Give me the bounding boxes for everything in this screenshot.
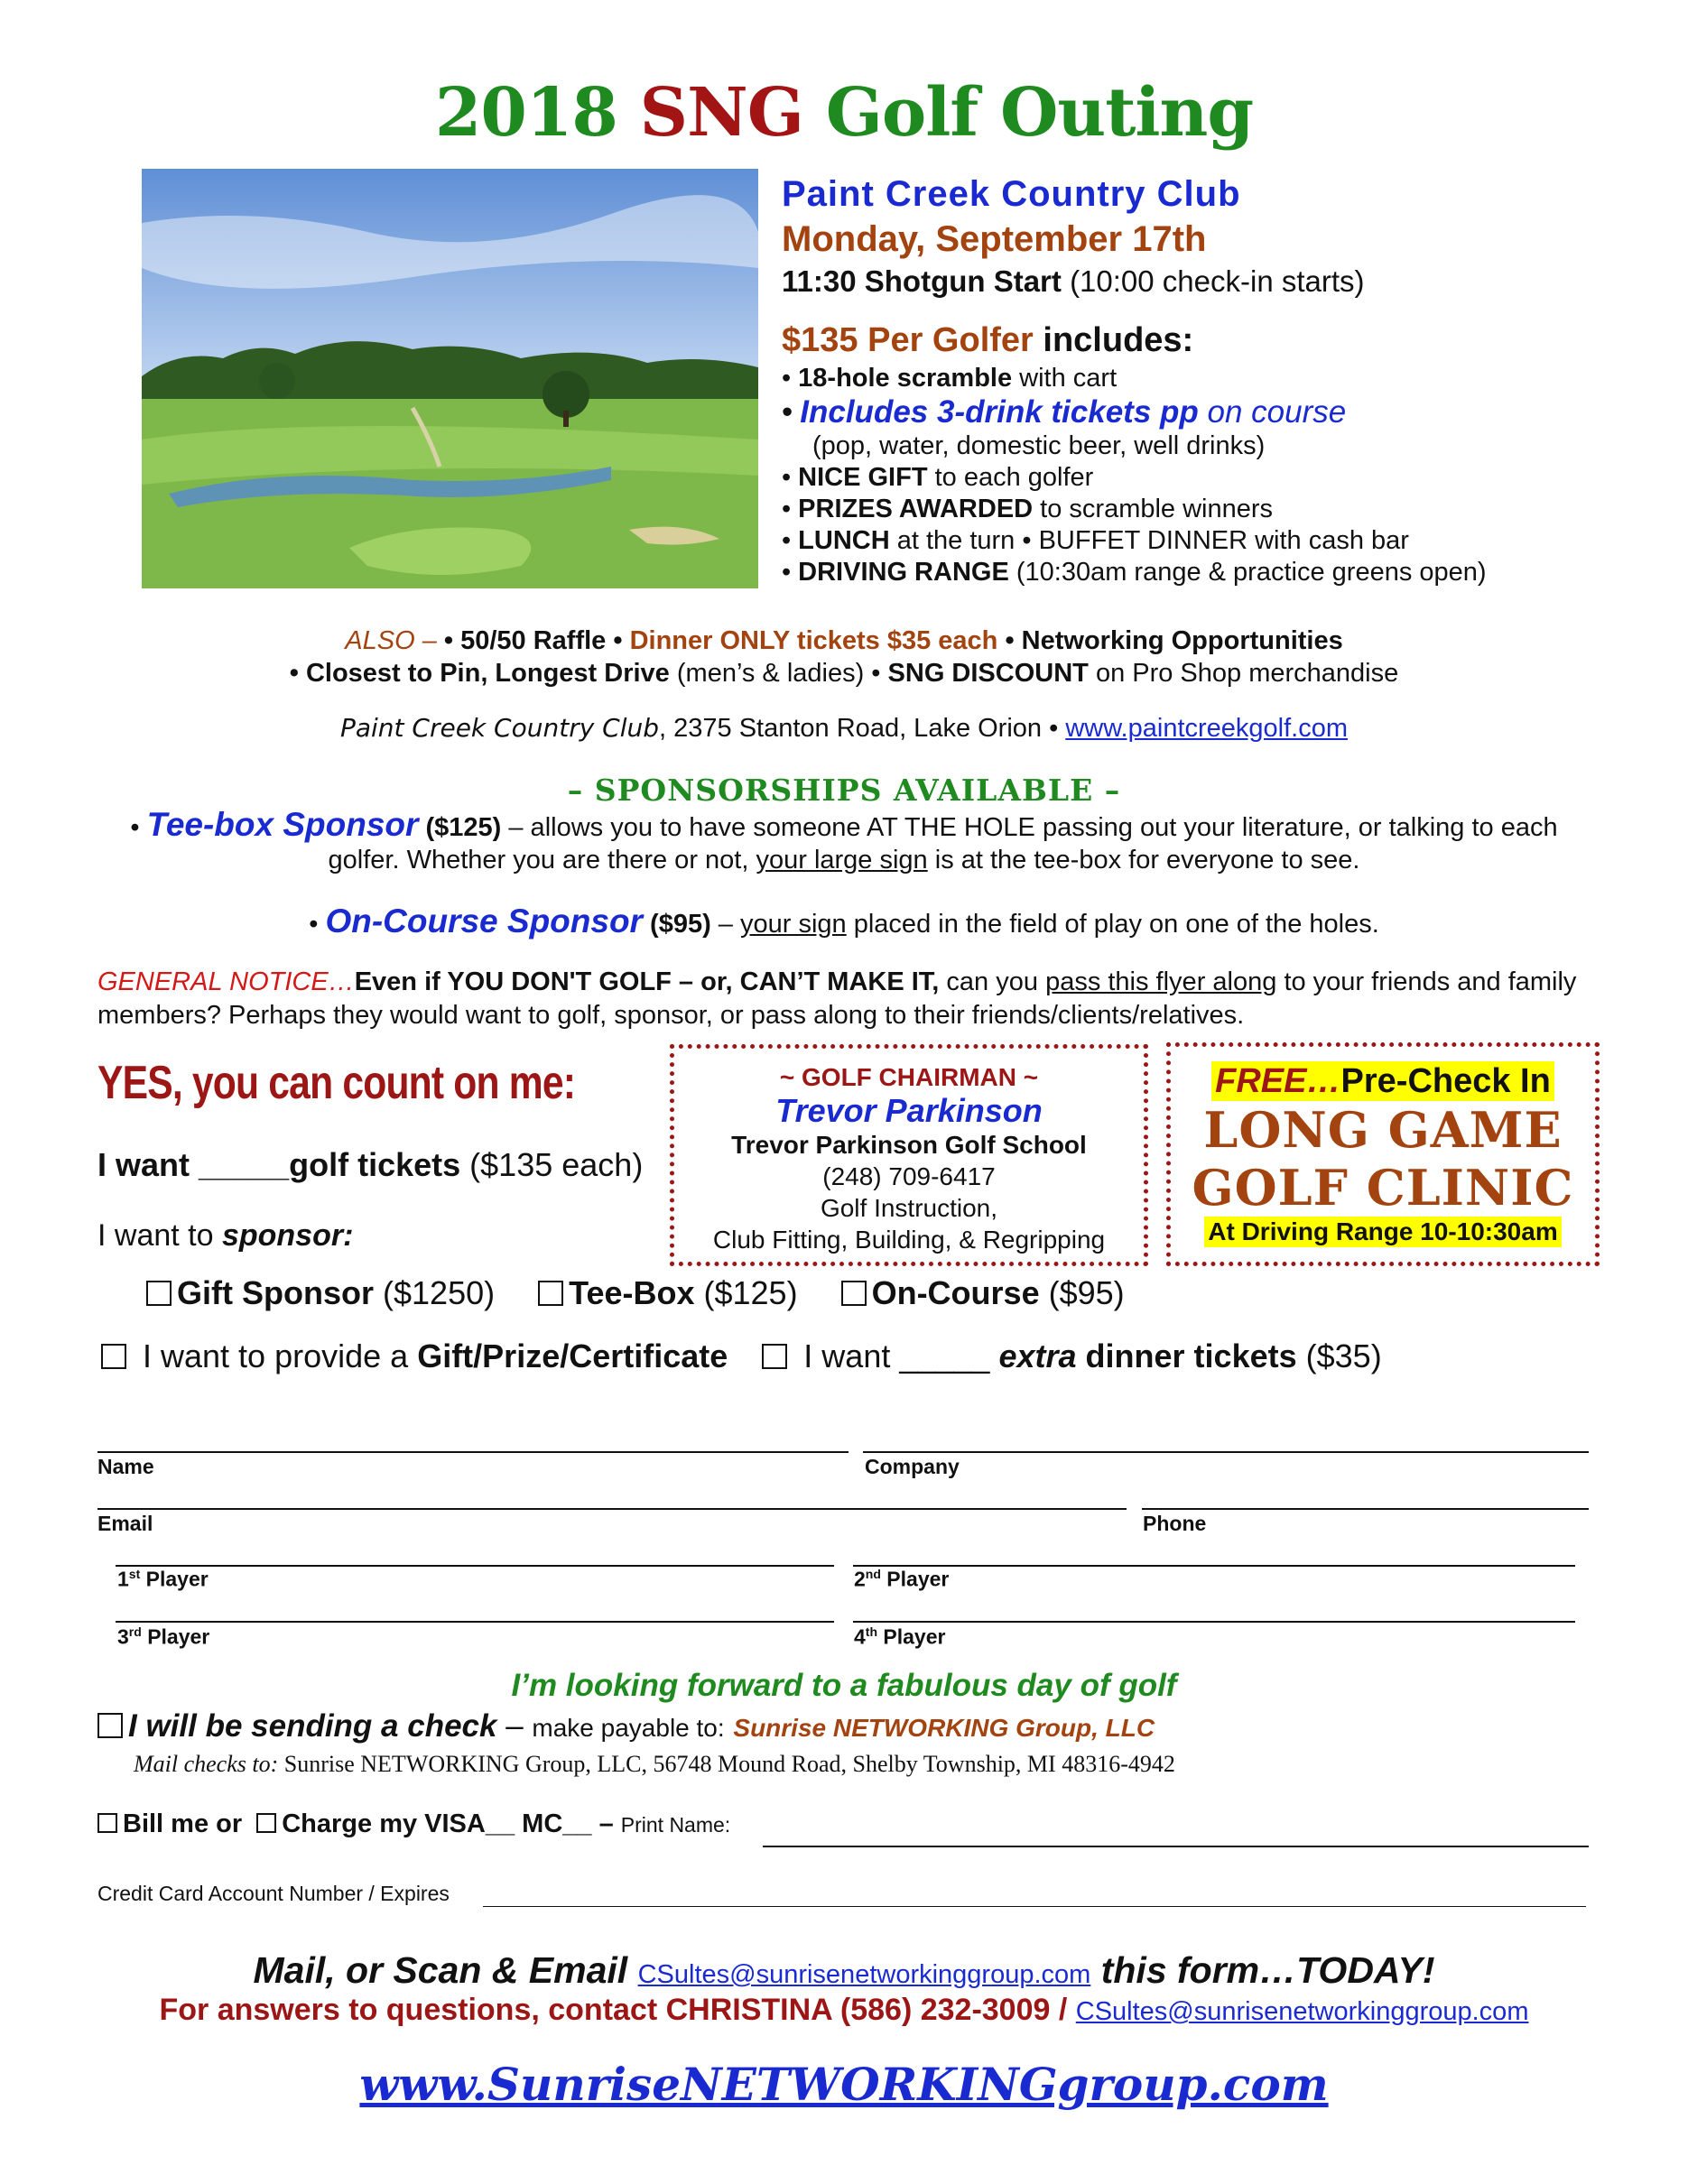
bill-me-checkbox[interactable] [97,1813,117,1833]
golf-chairman-box: ~ GOLF CHAIRMAN ~ Trevor Parkinson Trevor Parkinson Golf School (248) 709-6417 Golf Instruction, Club Fitting, Building, & Regripping [670,1044,1148,1266]
include-item: • LUNCH at the turn • BUFFET DINNER with cash bar [782,526,1409,555]
sponsor-options [146,1274,1125,1312]
credit-card-label: Credit Card Account Number / Expires [97,1882,450,1905]
print-name-line[interactable] [763,1846,1589,1847]
club-address: Paint Creek Country Club, 2375 Stanton Road, Lake Orion • www.paintcreekgolf.com [339,713,1349,743]
golf-course-photo [142,169,758,588]
sponsorships-heading: – SPONSORSHIPS AVAILABLE – [567,773,1121,808]
golf-clinic-box: FREE…Pre-Check In LONG GAME GOLF CLINIC At Driving Range 10-10:30am [1166,1042,1600,1266]
credit-card-line[interactable] [483,1906,1586,1907]
billing-options: Bill me or Charge my VISA__ MC__ – Print Name: [97,1809,730,1839]
golf-tickets-field[interactable]: I want _____golf tickets ($135 each) [97,1146,644,1183]
gift-sponsor-checkbox[interactable] [146,1281,172,1306]
dinner-checkbox[interactable] [762,1344,787,1369]
player1-line[interactable] [116,1565,834,1567]
tee-box-option[interactable]: Tee-Box ($125) [538,1274,797,1311]
check-checkbox[interactable] [97,1713,123,1738]
player4-label: 4th Player [854,1624,946,1649]
tee-box-checkbox[interactable] [538,1281,563,1306]
dinner-option[interactable]: I want _____ extra dinner tickets ($35) [762,1337,1381,1374]
website-link[interactable]: www.SunriseNETWORKINGgroup.com [359,2058,1329,2111]
charge-checkbox[interactable] [256,1813,276,1833]
include-item: • DRIVING RANGE (10:30am range & practice greens open) [782,558,1487,587]
mail-scan-line: Mail, or Scan & Email CSultes@sunrisenetworkinggroup.com this form…TODAY! [253,1949,1435,1991]
check-option[interactable]: I will be sending a check – make payable to: Sunrise NETWORKING Group, LLC [97,1708,1155,1744]
venue-name: Paint Creek Country Club [782,174,1241,214]
player3-line[interactable] [116,1621,834,1623]
sponsor-label: I want to sponsor: [97,1218,354,1253]
price-line: $135 Per Golfer includes: [782,321,1194,359]
event-info [782,171,1648,588]
phone-label: Phone [1143,1512,1207,1535]
on-course-option[interactable]: On-Course ($95) [841,1274,1125,1311]
prize-checkbox[interactable] [101,1344,126,1369]
gift-sponsor-option[interactable]: Gift Sponsor ($1250) [146,1274,495,1311]
yes-heading: YES, you can count on me: [97,1057,576,1109]
email-link[interactable]: CSultes@sunrisenetworkinggroup.com [637,1960,1091,1989]
player2-label: 2nd Player [854,1567,950,1591]
start-time: 11:30 Shotgun Start (10:00 check-in starts) [782,264,1365,298]
company-label: Company [865,1455,960,1478]
player4-line[interactable] [853,1621,1575,1623]
player3-label: 3rd Player [117,1624,210,1649]
contact-email-link[interactable]: CSultes@sunrisenetworkinggroup.com [1075,1997,1529,2026]
event-date: Monday, September 17th [782,219,1207,259]
email-label: Email [97,1512,153,1535]
player2-line[interactable] [853,1565,1575,1567]
on-course-checkbox[interactable] [841,1281,867,1306]
general-notice: GENERAL NOTICE…Even if YOU DON'T GOLF – or, CAN’T MAKE IT, can you pass this flyer along to your friends and family members? Perhaps they would want to golf, sponsor, or pass along to their friends/clients/relatives. [97,967,1577,1030]
on-course-sponsor: • On-Course Sponsor ($95) – your sign placed in the field of play on one of the holes. [309,902,1379,939]
club-website-link[interactable]: www.paintcreekgolf.com [1065,714,1349,743]
include-item: (pop, water, domestic beer, well drinks) [812,431,1266,460]
mail-address: Mail checks to: Sunrise NETWORKING Group, LLC, 56748 Mound Road, Shelby Township, MI 48316-4942 [134,1751,1175,1777]
prize-option[interactable]: I want to provide a Gift/Prize/Certificate [101,1337,728,1374]
tee-box-sponsor: • Tee-box Sponsor ($125) – allows you to have someone AT THE HOLE passing out your literature, or talking to each golfer. Whether you are there or not, your large sign is at the tee-box for everyone to see. [130,806,1558,875]
forward-message: I’m looking forward to a fabulous day of golf [511,1668,1177,1703]
include-item: • Includes 3-drink tickets pp on course [782,394,1347,430]
name-label: Name [97,1455,154,1478]
player1-label: 1st Player [117,1567,209,1591]
contact-line: For answers to questions, contact CHRISTINA (586) 232-3009 / CSultes@sunrisenetworkinggroup.com [159,1993,1529,2027]
includes-list [782,363,1648,588]
include-item: • NICE GIFT to each golfer [782,463,1094,492]
include-item: • PRIZES AWARDED to scramble winners [782,495,1274,523]
also-section: ALSO – • 50/50 Raffle • Dinner ONLY tickets $35 each • Networking Opportunities • Closest to Pin, Longest Drive (men’s & ladies) • SNG DISCOUNT on Pro Shop merchandise [289,626,1399,688]
name-line[interactable] [97,1451,849,1453]
email-line[interactable] [97,1508,1127,1510]
company-line[interactable] [863,1451,1589,1453]
include-item: • 18-hole scramble with cart [782,364,1118,393]
extras-options [101,1337,1382,1375]
phone-line[interactable] [1142,1508,1589,1510]
page-title: 2018 SNG Golf Outing [434,74,1254,152]
